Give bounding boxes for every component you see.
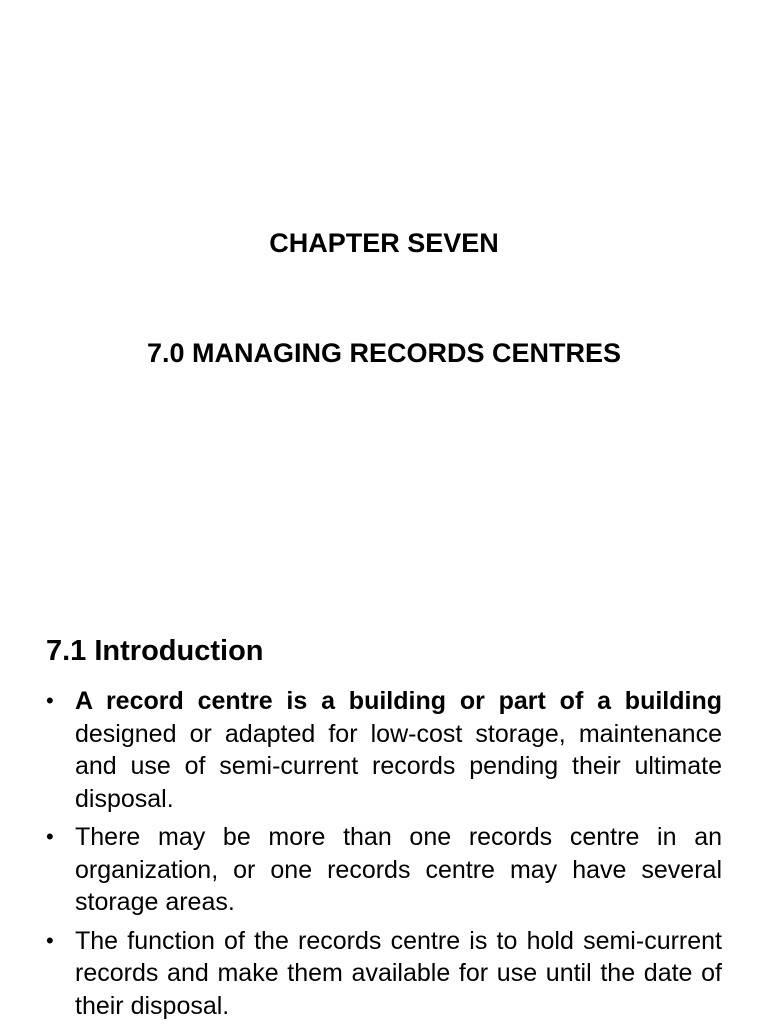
bullet-dot-icon: • xyxy=(46,688,54,713)
bullet-text: There may be more than one records centre in an organization, or one records centre may have several storage areas. xyxy=(75,823,722,916)
chapter-title: CHAPTER SEVEN xyxy=(269,228,499,258)
bullet-bold-text: A record centre is a building or part of a building xyxy=(75,687,722,715)
bullet-dot-icon: • xyxy=(46,824,54,849)
bullet-item xyxy=(46,685,722,815)
bullet-item xyxy=(46,925,722,1023)
bullet-text: The function of the records centre is to hold semi-current records and make them available for use until the date of their disposal. xyxy=(75,926,722,1020)
bullet-item xyxy=(46,821,722,919)
bullet-list xyxy=(46,685,722,1028)
bullet-dot-icon: • xyxy=(46,927,54,953)
bullet-text: designed or adapted for low-cost storage, maintenance and use of semi-current records pending their ultimate disposal. xyxy=(75,719,722,813)
section-title: 7.0 MANAGING RECORDS CENTRES xyxy=(146,338,622,368)
intro-heading: 7.1 Introduction xyxy=(46,635,264,667)
